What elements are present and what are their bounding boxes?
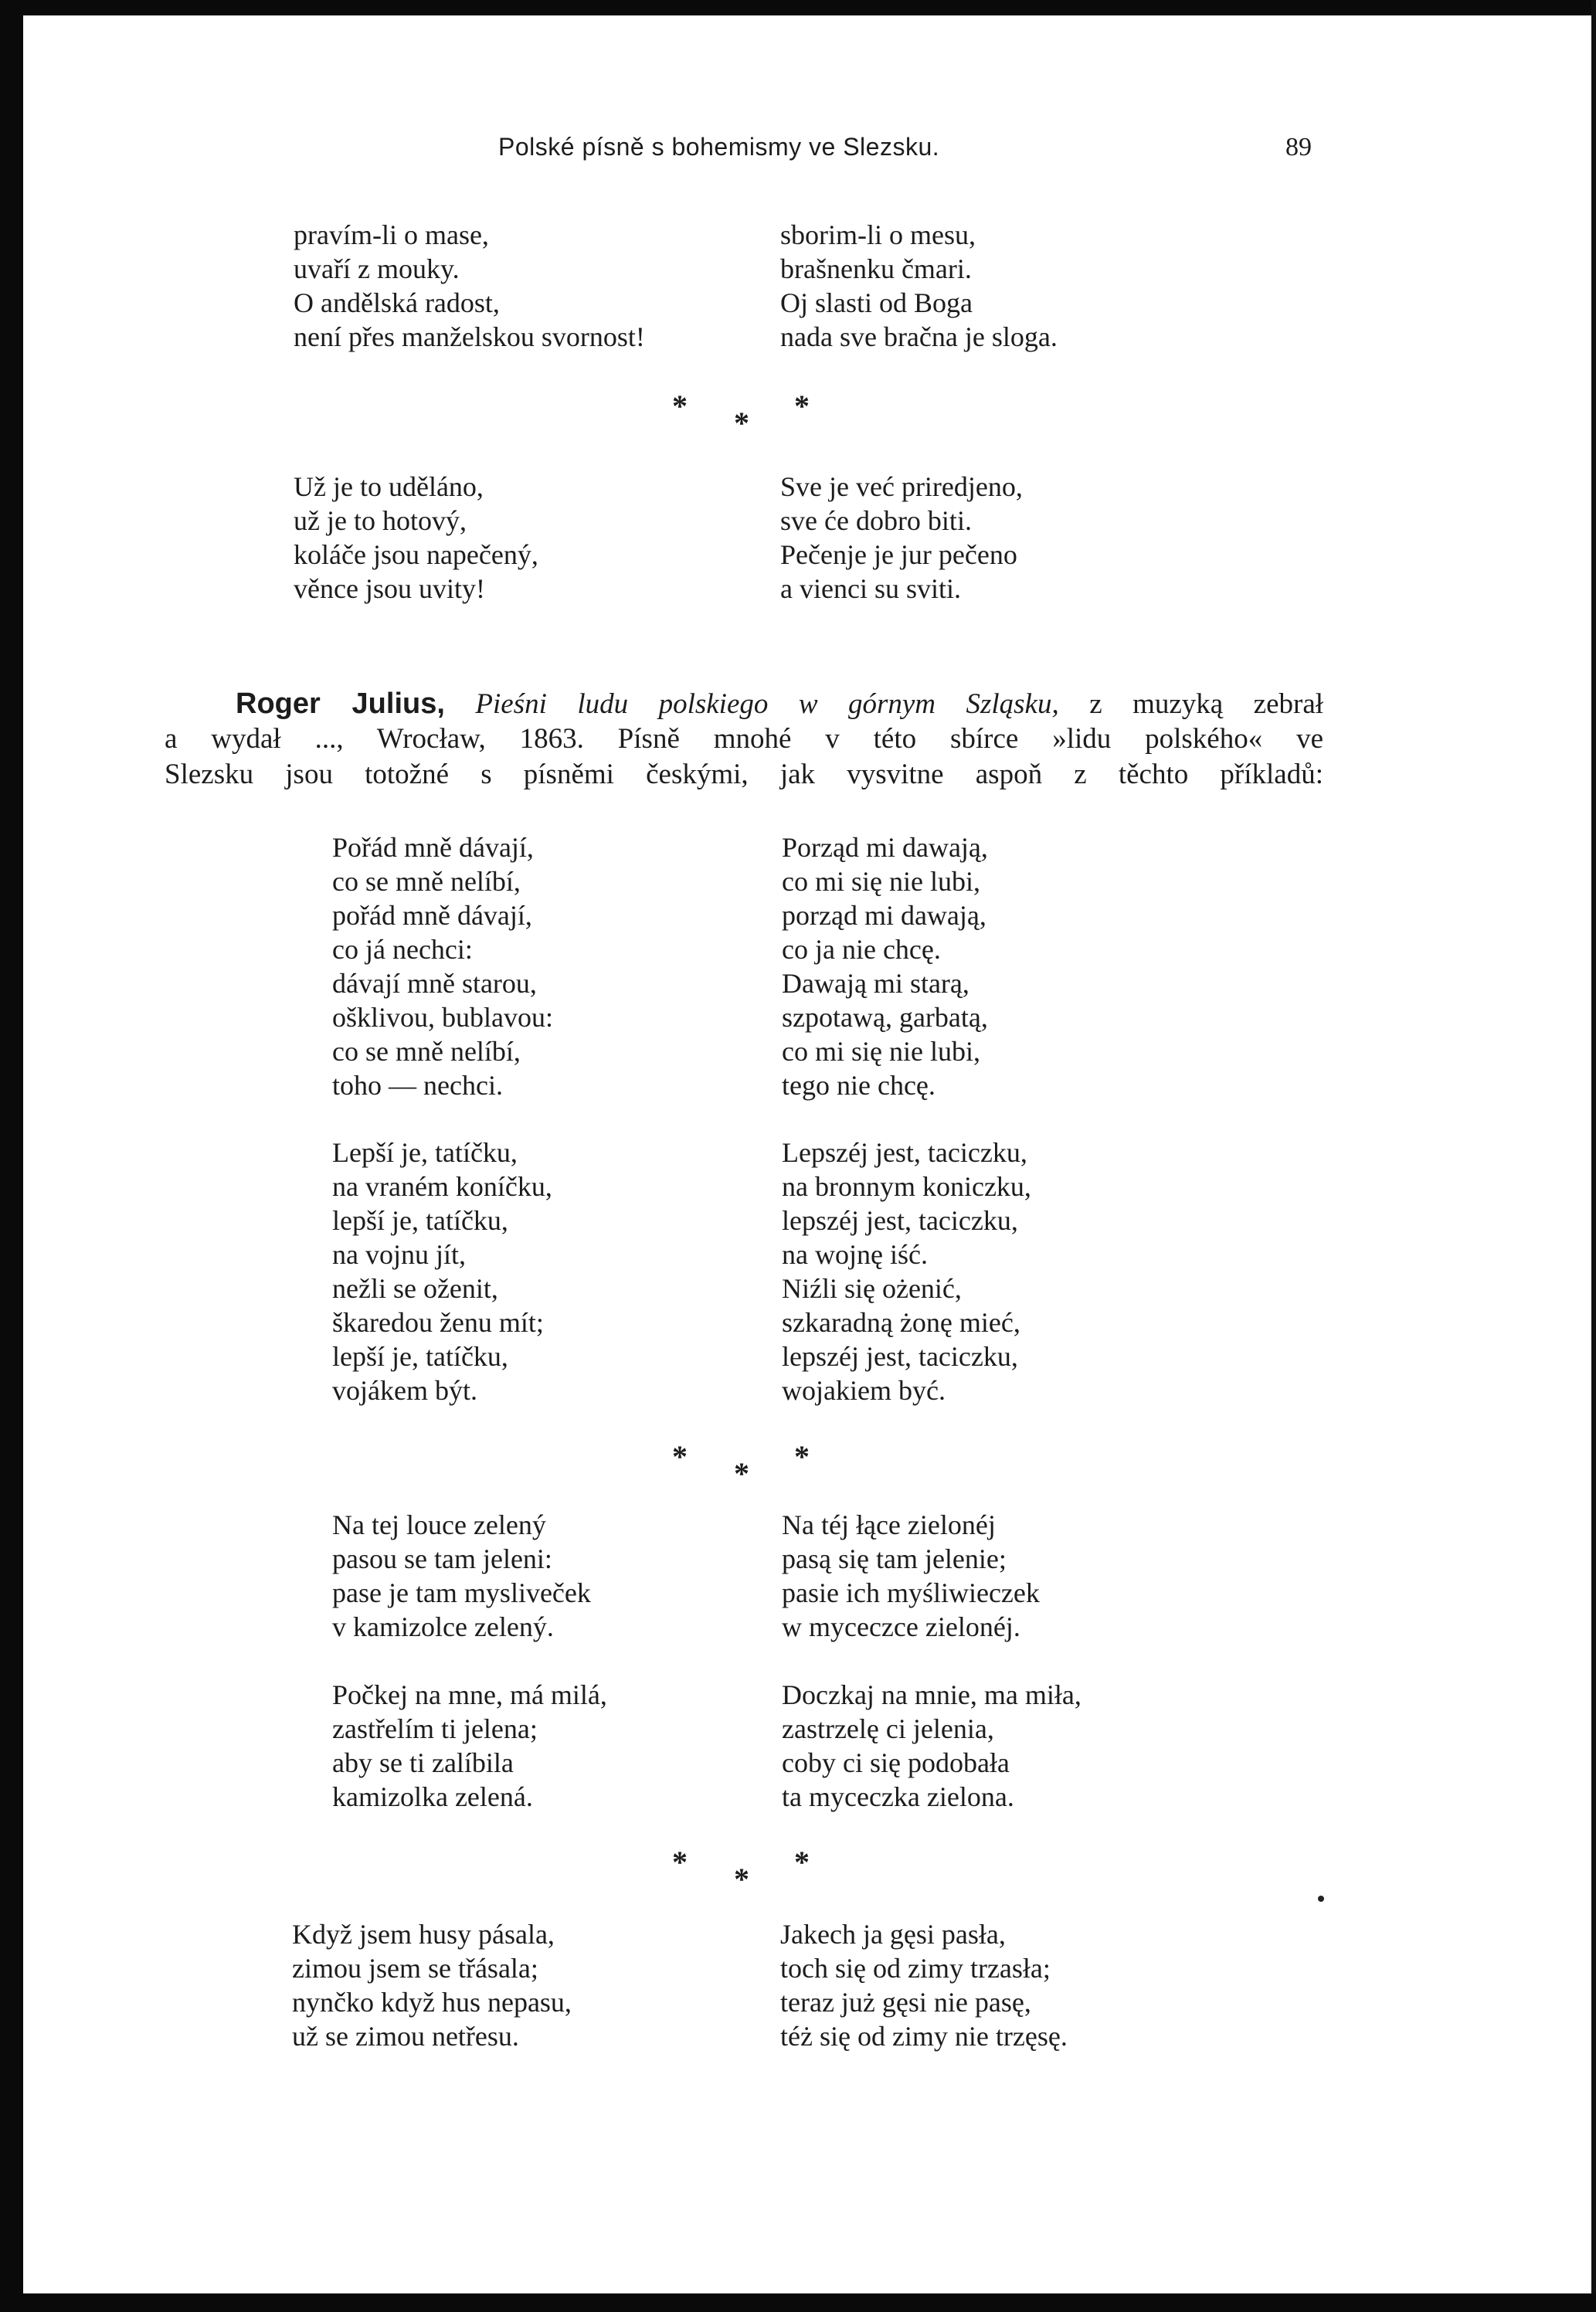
verse-line: porząd mi dawają, xyxy=(782,900,986,931)
page-number: 89 xyxy=(1285,133,1312,161)
asterisk: * xyxy=(734,406,749,440)
verse-line: co mi się nie lubi, xyxy=(782,1036,980,1067)
verse-line: aby se ti zalíbila xyxy=(332,1747,514,1778)
stanza-polish xyxy=(782,1678,1082,1814)
asterisk: * xyxy=(734,1456,749,1491)
verse-line: Oj slasti od Boga xyxy=(780,287,973,318)
verse-line: lepší je, tatíčku, xyxy=(332,1205,508,1236)
verse-line: Lepší je, tatíčku, xyxy=(332,1137,518,1168)
verse-line: v kamizolce zelený. xyxy=(332,1611,554,1642)
verse-line: O andělská radost, xyxy=(294,287,500,318)
stanza-croatian xyxy=(780,470,1023,606)
verse-line: co se mně nelíbí, xyxy=(332,866,521,897)
verse-line: w myceczce zielonéj. xyxy=(782,1611,1020,1642)
running-header xyxy=(0,133,1596,171)
verse-line: toho — nechci. xyxy=(332,1070,503,1101)
asterisk: * xyxy=(794,389,810,423)
running-title: Polské písně s bohemismy ve Slezsku. xyxy=(498,133,940,161)
scan-border-bottom xyxy=(0,2293,1596,2312)
verse-line: wojakiem być. xyxy=(782,1375,946,1406)
verse-line: sborim-li o mesu, xyxy=(780,219,976,250)
verse-line: kamizolka zelená. xyxy=(332,1781,533,1812)
stanza-czech xyxy=(332,1508,591,1644)
verse-line: vojákem být. xyxy=(332,1375,477,1406)
verse-line: Niźli się ożenić, xyxy=(782,1273,962,1304)
scan-speck xyxy=(1318,1896,1324,1902)
verse-line: co ja nie chcę. xyxy=(782,934,941,965)
verse-line: téż się od zimy nie trzęsę. xyxy=(780,2021,1068,2052)
asterisk: * xyxy=(672,1845,688,1879)
verse-line: Počkej na mne, má milá, xyxy=(332,1679,607,1710)
verse-line: a vienci su sviti. xyxy=(780,573,961,604)
stanza-czech xyxy=(294,218,645,354)
scan-border-top xyxy=(0,0,1596,15)
asterisk: * xyxy=(794,1439,810,1474)
verse-line: na vojnu jít, xyxy=(332,1239,466,1270)
paragraph-text: z muzyką zebrał xyxy=(1089,688,1324,720)
asterism-divider xyxy=(664,1844,819,1896)
verse-line: není přes manželskou svornost! xyxy=(294,321,645,352)
verse-line: na vraném koníčku, xyxy=(332,1171,552,1202)
stanza-polish xyxy=(782,830,988,1102)
verse-line: sve će dobro biti. xyxy=(780,505,972,536)
verse-line: už je to hotový, xyxy=(294,505,467,536)
verse-line: Už je to uděláno, xyxy=(294,471,484,502)
verse-line: lepszéj jest, taciczku, xyxy=(782,1205,1018,1236)
verse-line: toch się od zimy trzasła; xyxy=(780,1953,1051,1984)
verse-line: Na téj łące zielonéj xyxy=(782,1509,996,1540)
verse-line: nynčko když hus nepasu, xyxy=(292,1987,572,2018)
verse-line: už se zimou netřesu. xyxy=(292,2021,519,2052)
verse-line: nežli se oženit, xyxy=(332,1273,498,1304)
asterisk: * xyxy=(794,1845,810,1879)
asterism-divider xyxy=(664,1438,819,1491)
stanza-polish xyxy=(780,1917,1068,2053)
verse-line: co se mně nelíbí, xyxy=(332,1036,521,1067)
verse-line: Pečenje je jur pečeno xyxy=(780,539,1017,570)
verse-line: uvaří z mouky. xyxy=(294,253,460,284)
bibliographic-paragraph xyxy=(165,686,1323,793)
verse-line: Lepszéj jest, taciczku, xyxy=(782,1137,1027,1168)
verse-line: Doczkaj na mnie, ma miła, xyxy=(782,1679,1082,1710)
stanza-polish xyxy=(782,1508,1040,1644)
verse-line: coby ci się podobała xyxy=(782,1747,1010,1778)
verse-line: pořád mně dávají, xyxy=(332,900,532,931)
book-title: Pieśni ludu polskiego w górnym Szląsku, xyxy=(475,688,1059,720)
verse-line: pasie ich myśliwieczek xyxy=(782,1577,1040,1608)
asterisk: * xyxy=(672,389,688,423)
paragraph-line-1 xyxy=(165,686,1323,721)
asterisk: * xyxy=(734,1862,749,1896)
scan-border-right xyxy=(1591,0,1596,2312)
verse-line: teraz już gęsi nie pasę, xyxy=(780,1987,1031,2018)
verse-line: Jakech ja gęsi pasła, xyxy=(780,1919,1006,1950)
verse-line: na wojnę iść. xyxy=(782,1239,928,1270)
verse-line: ta myceczka zielona. xyxy=(782,1781,1014,1812)
verse-line: Na tej louce zelený xyxy=(332,1509,546,1540)
verse-line: lepszéj jest, taciczku, xyxy=(782,1341,1018,1372)
verse-line: zimou jsem se třásala; xyxy=(292,1953,538,1984)
asterism-divider xyxy=(664,388,819,440)
stanza-czech xyxy=(332,1136,552,1407)
verse-line: ošklivou, bublavou: xyxy=(332,1002,553,1033)
verse-line: zastřelím ti jelena; xyxy=(332,1713,538,1744)
verse-line: szpotawą, garbatą, xyxy=(782,1002,988,1033)
scan-border-left xyxy=(0,0,23,2312)
author-name: Roger Julius, xyxy=(236,687,445,720)
verse-line: brašnenku čmari. xyxy=(780,253,972,284)
stanza-czech xyxy=(294,470,538,606)
verse-line: Pořád mně dávají, xyxy=(332,832,534,863)
stanza-croatian xyxy=(780,218,1058,354)
verse-line: pravím-li o mase, xyxy=(294,219,489,250)
verse-line: pase je tam mysliveček xyxy=(332,1577,591,1608)
verse-line: szkaradną żonę mieć, xyxy=(782,1307,1020,1338)
stanza-czech xyxy=(292,1917,572,2053)
verse-line: zastrzelę ci jelenia, xyxy=(782,1713,994,1744)
verse-line: nada sve bračna je sloga. xyxy=(780,321,1058,352)
stanza-czech xyxy=(332,1678,607,1814)
paragraph-line-3: Slezsku jsou totožné s písněmi českými, jak vysvitne aspoň z těchto příkladů: xyxy=(165,759,1323,790)
verse-line: dávají mně starou, xyxy=(332,968,537,999)
verse-line: lepší je, tatíčku, xyxy=(332,1341,508,1372)
asterisk: * xyxy=(672,1439,688,1474)
verse-line: pasą się tam jelenie; xyxy=(782,1543,1007,1574)
verse-line: koláče jsou napečený, xyxy=(294,539,538,570)
verse-line: Dawają mi starą, xyxy=(782,968,969,999)
verse-line: pasou se tam jeleni: xyxy=(332,1543,552,1574)
stanza-czech xyxy=(332,830,553,1102)
verse-line: věnce jsou uvity! xyxy=(294,573,485,604)
verse-line: Když jsem husy pásala, xyxy=(292,1919,555,1950)
verse-line: na bronnym koniczku, xyxy=(782,1171,1031,1202)
verse-line: co já nechci: xyxy=(332,934,473,965)
paragraph-line-2: a wydał ..., Wrocław, 1863. Písně mnohé v této sbírce »lidu polského« ve xyxy=(165,723,1323,755)
verse-line: tego nie chcę. xyxy=(782,1070,936,1101)
stanza-polish xyxy=(782,1136,1031,1407)
verse-line: co mi się nie lubi, xyxy=(782,866,980,897)
verse-line: škaredou ženu mít; xyxy=(332,1307,544,1338)
verse-line: Sve je već priredjeno, xyxy=(780,471,1023,502)
verse-line: Porząd mi dawają, xyxy=(782,832,988,863)
